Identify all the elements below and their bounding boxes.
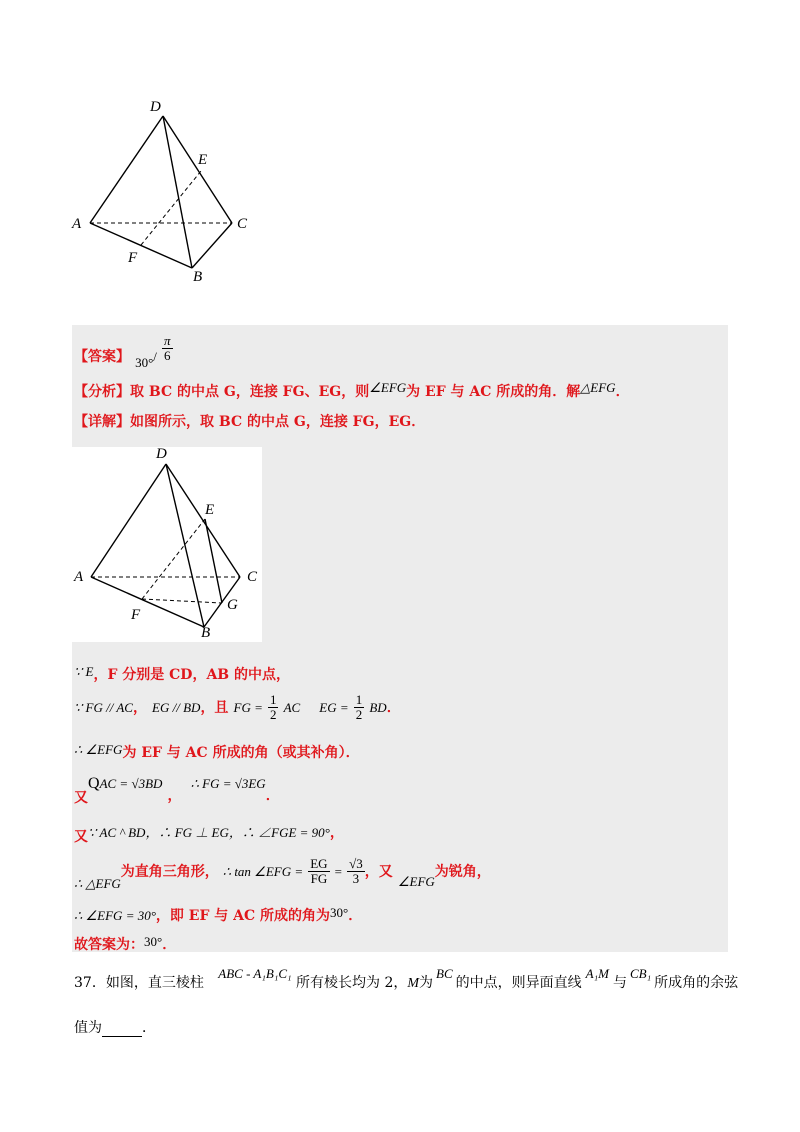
answer-tag: 【答案】 bbox=[74, 349, 130, 365]
step-6-text-3: 为锐角， bbox=[434, 864, 491, 880]
answer-line bbox=[74, 333, 173, 371]
step-4-fg-eq: ∴ FG = √3EG bbox=[190, 776, 266, 791]
fig2-label-f: F bbox=[131, 607, 141, 623]
step-3 bbox=[74, 742, 360, 762]
step-6-equals: = bbox=[334, 864, 343, 879]
question-37-bc: BC bbox=[436, 966, 453, 981]
question-37-text-1: 所有棱长均为 2， bbox=[296, 975, 408, 991]
step-5 bbox=[74, 822, 344, 845]
step-4-you: 又 bbox=[74, 790, 88, 806]
analysis-line bbox=[74, 381, 630, 401]
step-4-ac-eq: AC = √3BD bbox=[99, 776, 163, 791]
fig2-label-e: E bbox=[205, 502, 215, 518]
question-37-line-2 bbox=[74, 1017, 156, 1037]
step-6-angle: ∠EFG bbox=[397, 874, 435, 889]
question-37-a1m: A₁M bbox=[585, 966, 609, 981]
fig2-label-b: B bbox=[201, 625, 211, 641]
fig2-label-c: C bbox=[247, 569, 258, 585]
step-5-end: ， bbox=[329, 825, 344, 841]
step-7-value: 30° bbox=[330, 905, 349, 920]
step-3-text: 为 EF 与 AC 所成的角（或其补角）． bbox=[122, 745, 360, 761]
final-answer-label: 故答案为： bbox=[74, 937, 144, 953]
step-1-text: ，F 分别是 CD，AB 的中点， bbox=[93, 667, 291, 683]
step-4 bbox=[74, 773, 280, 806]
step-6-text-1: 为直角三角形， bbox=[120, 864, 219, 880]
step-1-math: ∵ E bbox=[74, 664, 94, 679]
fig1-label-f: F bbox=[128, 250, 138, 266]
step-2-half-1: $\frac{1}{2}$ bbox=[269, 692, 277, 722]
step-5-fg-perp: ，∴ FG ⊥ EG bbox=[145, 825, 229, 840]
step-7-math: ∴ ∠EFG = 30° bbox=[74, 908, 156, 923]
step-2-end: ． bbox=[386, 700, 401, 716]
question-37-prism: ABC - A₁B₁C₁ bbox=[218, 966, 292, 981]
analysis-angle: ∠EFG bbox=[369, 380, 407, 395]
question-37-number: 37．如图，直三棱柱 bbox=[74, 975, 204, 991]
final-answer-end: ． bbox=[162, 937, 177, 953]
analysis-end: ． bbox=[615, 384, 630, 400]
step-5-you: 又 bbox=[74, 829, 88, 845]
step-5-angle: ，∴ ∠FGE = 90° bbox=[228, 825, 330, 840]
step-2-eg-parallel-bd: EG // BD bbox=[152, 700, 201, 715]
analysis-text-1: 取 BC 的中点 G，连接 FG、EG，则 bbox=[130, 384, 370, 400]
step-8 bbox=[74, 934, 176, 954]
answer-pi: π bbox=[164, 333, 171, 348]
fig1-label-c: C bbox=[237, 216, 248, 232]
question-37-text-4: 与 bbox=[612, 975, 627, 991]
question-37-cb1: CB₁ bbox=[629, 966, 652, 981]
step-3-math: ∴ ∠EFG bbox=[74, 742, 123, 757]
analysis-text-2: 为 EF 与 AC 所成的角．解 bbox=[406, 384, 581, 400]
step-2-fg-parallel-ac: ∵ FG // AC bbox=[74, 700, 133, 715]
step-5-ac-perp: ∵ AC ^ BD bbox=[88, 825, 146, 840]
fig2-label-a: A bbox=[74, 569, 84, 585]
question-37-text-2: 为 bbox=[419, 975, 434, 991]
detail-line bbox=[74, 411, 425, 431]
fig1-label-e: E bbox=[198, 152, 208, 168]
step-2-eg-eq: EG = bbox=[319, 700, 349, 715]
step-7 bbox=[74, 905, 362, 925]
step-2-fg-eq: FG = bbox=[233, 700, 263, 715]
step-7-text: ，即 EF 与 AC 所成的角为 bbox=[155, 908, 331, 924]
analysis-triangle: △EFG bbox=[580, 380, 616, 395]
detail-tag: 【详解】 bbox=[74, 414, 130, 430]
step-2-bd: BD bbox=[369, 700, 387, 715]
step-4-comma: ， bbox=[167, 788, 182, 804]
question-37-text-6: 值为 bbox=[74, 1020, 102, 1036]
step-6-tan: ∴ tan ∠EFG = bbox=[222, 864, 304, 879]
detail-text: 如图所示，取 BC 的中点 G，连接 FG，EG． bbox=[130, 414, 426, 430]
tetrahedron-figure-1 bbox=[60, 90, 290, 295]
step-2-comma: ， bbox=[132, 700, 147, 716]
step-2-and: ，且 bbox=[200, 700, 229, 716]
step-2 bbox=[74, 693, 401, 722]
analysis-tag: 【分析】 bbox=[74, 384, 130, 400]
step-6-text-2: ，又 bbox=[364, 864, 393, 880]
answer-value: 30° bbox=[135, 355, 154, 370]
step-2-half-2: $\frac{1}{2}$ bbox=[355, 692, 363, 722]
fig2-label-d: D bbox=[156, 446, 167, 462]
fig2-label-g: G bbox=[227, 597, 238, 613]
step-2-ac: AC bbox=[283, 700, 301, 715]
step-4-q: Q bbox=[88, 775, 100, 792]
answer-six: 6 bbox=[162, 348, 173, 363]
question-37-m: M bbox=[407, 976, 420, 991]
question-37-text-5: 所成角的余弦 bbox=[654, 975, 739, 991]
answer-fraction bbox=[162, 334, 173, 363]
fig1-label-b: B bbox=[193, 269, 203, 285]
final-answer-value: 30° bbox=[144, 934, 163, 949]
answer-separator: / bbox=[153, 349, 157, 364]
step-1 bbox=[74, 664, 290, 684]
step-6-frac-2: $\frac{√3}{3}$ bbox=[349, 856, 363, 886]
fig1-label-d: D bbox=[150, 99, 161, 115]
step-4-end: ． bbox=[265, 788, 280, 804]
step-7-end: ． bbox=[348, 908, 363, 924]
step-6-triangle: ∴ △EFG bbox=[74, 876, 121, 891]
fig1-label-a: A bbox=[72, 216, 82, 232]
question-37-end: ． bbox=[142, 1020, 156, 1036]
question-37-text-3: 的中点，则异面直线 bbox=[455, 975, 582, 991]
step-6-frac-1: $\frac{EG}{FG}$ bbox=[310, 856, 328, 886]
question-37-line-1 bbox=[74, 966, 739, 992]
answer-blank[interactable] bbox=[102, 1022, 142, 1037]
step-6 bbox=[74, 856, 491, 891]
